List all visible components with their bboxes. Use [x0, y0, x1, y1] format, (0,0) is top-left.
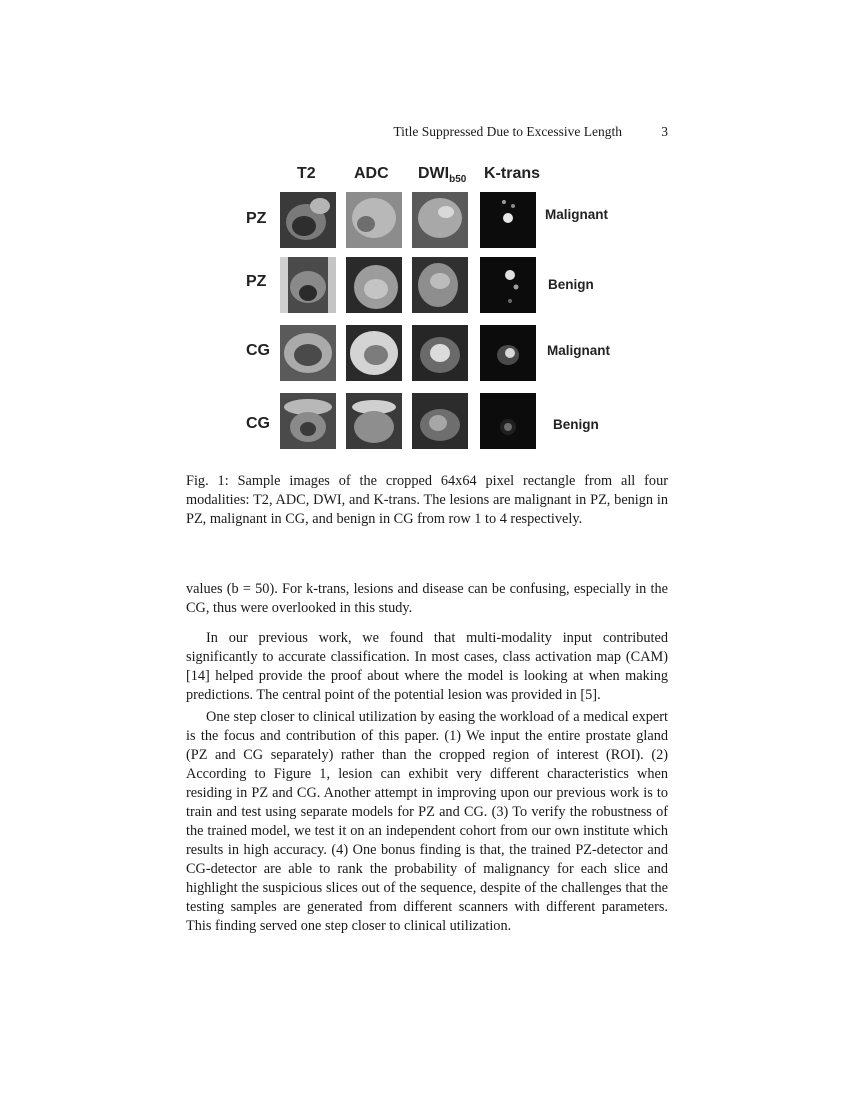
row-label-zone: CG: [246, 415, 270, 432]
mri-image-ktrans-graphic: [480, 393, 536, 449]
mri-image-adc: [346, 192, 402, 248]
mri-image-t2: [280, 192, 336, 248]
mri-image-t2-graphic: [280, 393, 336, 449]
mri-image-adc-graphic: [346, 325, 402, 381]
mri-image-adc: [346, 325, 402, 381]
mri-image-dwi: [412, 192, 468, 248]
column-header-dwi-base: DWI: [418, 165, 450, 182]
mri-image-ktrans-graphic: [480, 325, 536, 381]
mri-image-adc: [346, 393, 402, 449]
column-header-dwi-sub: b50: [449, 174, 467, 186]
mri-image-ktrans: [480, 393, 536, 449]
column-header-dwi: [418, 165, 466, 185]
mri-image-dwi-graphic: [412, 192, 468, 248]
running-title: Title Suppressed Due to Excessive Length: [393, 124, 622, 139]
mri-image-adc-graphic: [346, 393, 402, 449]
mri-image-dwi-graphic: [412, 325, 468, 381]
figure-caption: Fig. 1: Sample images of the cropped 64x64 pixel rectangle from all four modalities: T2, ADC, DWI, and K-trans. The lesions are malignant in PZ, benign in PZ, malignant in CG, and benign in CG from row 1 to 4 respectively.: [186, 473, 668, 527]
mri-image-dwi: [412, 257, 468, 313]
column-header-adc: ADC: [354, 165, 389, 182]
row-label-zone: CG: [246, 342, 270, 359]
body-paragraph-1: values (b = 50). For k-trans, lesions and disease can be confusing, especially in the CG, thus were overlooked in this study.: [186, 581, 668, 616]
figure-1: [240, 165, 620, 455]
page-number: 3: [661, 124, 668, 139]
mri-image-adc: [346, 257, 402, 313]
lesion-label: Malignant: [547, 343, 610, 358]
body-paragraph-3: One step closer to clinical utilization by easing the workload of a medical expert is the focus and contribution of this paper. (1) We input the entire prostate gland (PZ and CG separately) rather than the cropped region of interest (ROI). (2) According to Figure 1, lesion can exhibit very different characteristics when residing in PZ and CG. Another attempt in improving upon our previous work is to train and test using separate models for PZ and CG. (3) To verify the robustness of the trained model, we test it on an independent cohort from our own institute which results in high accuracy. (4) One bonus finding is that, the trained PZ-detector and CG-detector are able to rank the probability of malignancy for each slice and highlight the suspicious slices out of the sequence, despite of the challenges that the testing samples are generated from different scanners with different parameters. This finding served one step closer to clinical utilization.: [186, 709, 668, 934]
mri-image-t2-graphic: [280, 192, 336, 248]
mri-image-dwi: [412, 325, 468, 381]
lesion-label: Malignant: [545, 207, 608, 222]
mri-image-adc-graphic: [346, 257, 402, 313]
mri-image-adc-graphic: [346, 192, 402, 248]
row-label-zone: PZ: [246, 210, 267, 227]
mri-image-dwi-graphic: [412, 257, 468, 313]
lesion-label: Benign: [553, 417, 599, 432]
mri-image-t2: [280, 325, 336, 381]
row-label-zone: PZ: [246, 273, 267, 290]
mri-image-ktrans: [480, 257, 536, 313]
column-header-t2: T2: [297, 165, 316, 182]
mri-image-dwi-graphic: [412, 393, 468, 449]
mri-image-ktrans: [480, 192, 536, 248]
mri-image-ktrans: [480, 325, 536, 381]
mri-image-t2: [280, 257, 336, 313]
body-paragraph-2: In our previous work, we found that multi-modality input contributed significantly to accurate classification. In most cases, class activation map (CAM) [14] helped provide the proof about where the model is looking at when making predictions. The central point of the potential lesion was provided in [5].: [186, 630, 668, 703]
mri-image-t2-graphic: [280, 257, 336, 313]
mri-image-dwi: [412, 393, 468, 449]
mri-image-t2: [280, 393, 336, 449]
mri-image-ktrans-graphic: [480, 192, 536, 248]
running-header: [183, 124, 668, 144]
column-header-ktrans: K-trans: [484, 165, 541, 182]
lesion-label: Benign: [548, 277, 594, 292]
mri-image-t2-graphic: [280, 325, 336, 381]
mri-image-ktrans-graphic: [480, 257, 536, 313]
